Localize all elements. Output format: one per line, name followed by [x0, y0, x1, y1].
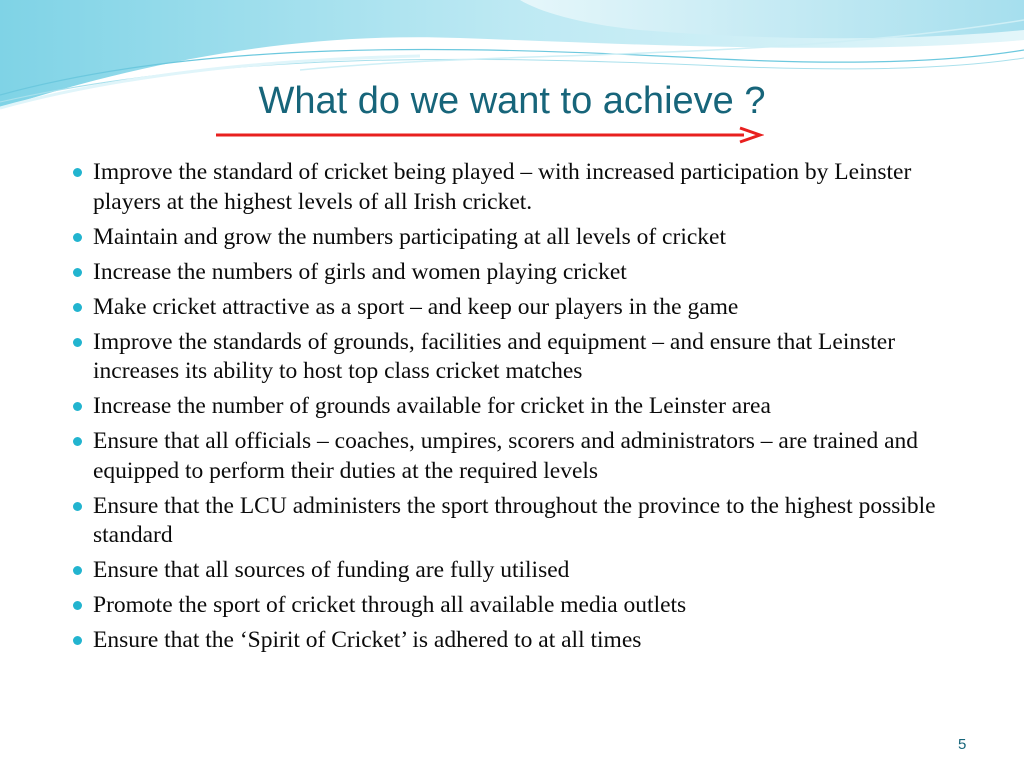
bullet-text: Improve the standard of cricket being played – with increased participation by Leinster players at the highest levels of all Irish cricket.: [93, 159, 912, 215]
page-number: 5: [958, 736, 967, 753]
bullet-dot-icon: [73, 268, 82, 277]
bullet-dot-icon: [73, 437, 82, 446]
bullet-text: Ensure that all officials – coaches, umpires, scorers and administrators – are trained and equipped to perform their duties at the required levels: [93, 428, 919, 484]
bullet-item: [72, 626, 972, 656]
bullet-item: [72, 293, 972, 323]
bullet-text: Improve the standards of grounds, facilities and equipment – and ensure that Leinster increases its ability to host top class cricket matches: [93, 328, 896, 384]
bullet-dot-icon: [73, 402, 82, 411]
bullet-dot-icon: [73, 168, 82, 177]
bullet-item: [72, 427, 972, 486]
red-arrow-icon: [214, 124, 764, 146]
bullet-dot-icon: [73, 502, 82, 511]
bullet-dot-icon: [73, 601, 82, 610]
bullet-item: [72, 591, 972, 621]
bullet-text: Increase the numbers of girls and women playing cricket: [93, 258, 627, 285]
bullet-list: [72, 158, 972, 661]
bullet-text: Ensure that all sources of funding are fully utilised: [93, 557, 570, 583]
bullet-text: Increase the number of grounds available for cricket in the Leinster area: [93, 393, 771, 419]
bullet-dot-icon: [73, 636, 82, 645]
slide-title: What do we want to achieve ?: [258, 80, 766, 122]
bullet-dot-icon: [73, 566, 82, 575]
bullet-item: [72, 492, 972, 551]
bullet-dot-icon: [73, 303, 82, 312]
bullet-dot-icon: [73, 233, 82, 242]
bullet-text: Ensure that the LCU administers the sport throughout the province to the highest possible standard: [93, 492, 936, 548]
bullet-item: [72, 392, 972, 422]
bullet-item: [72, 158, 972, 217]
bullet-dot-icon: [73, 338, 82, 347]
bullet-text: Maintain and grow the numbers participating at all levels of cricket: [93, 223, 726, 250]
bullet-text: Make cricket attractive as a sport – and keep our players in the game: [93, 293, 739, 320]
bullet-text: Ensure that the ‘Spirit of Cricket’ is adhered to at all times: [93, 627, 642, 653]
bullet-item: [72, 223, 972, 253]
bullet-text: Promote the sport of cricket through all available media outlets: [93, 592, 687, 618]
bullet-item: [72, 328, 972, 387]
bullet-item: [72, 258, 972, 288]
bullet-item: [72, 556, 972, 586]
